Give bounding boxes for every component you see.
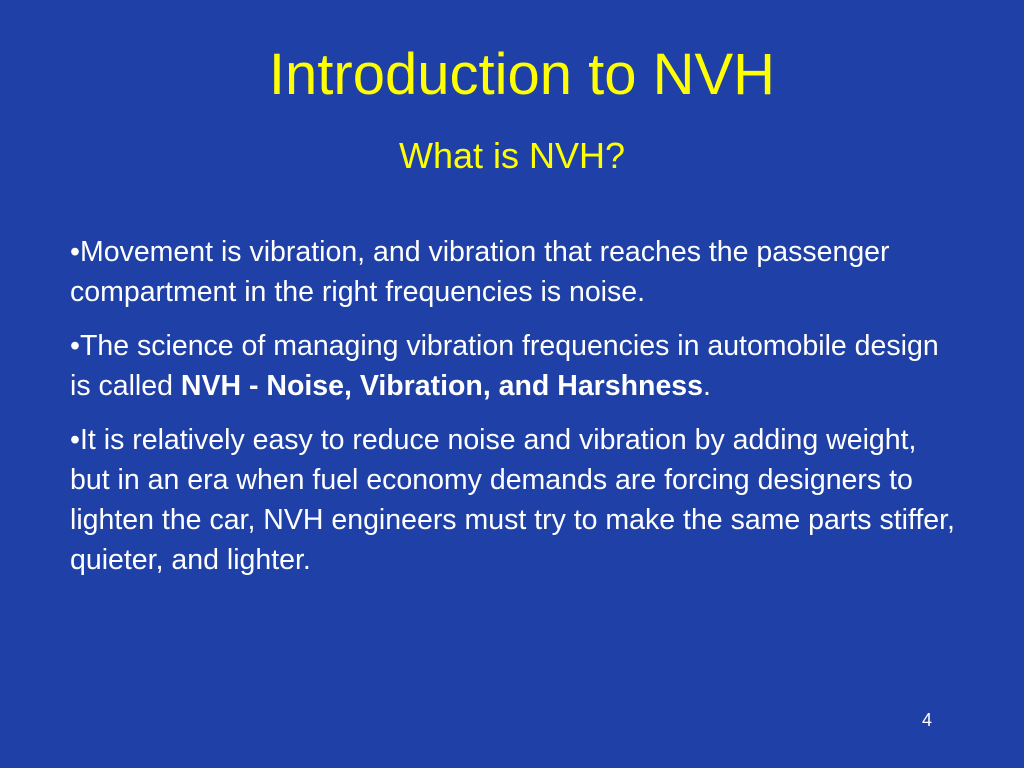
bullet-item xyxy=(70,420,960,580)
bullet-text: •Movement is vibration, and vibration that reaches the passenger compartment in the right frequencies is noise. xyxy=(70,236,890,308)
bullet-item xyxy=(70,232,960,312)
bullet-item xyxy=(70,326,960,406)
slide-title: Introduction to NVH xyxy=(268,42,776,107)
slide-subtitle: What is NVH? xyxy=(398,135,626,176)
bullet-text: •The science of managing vibration frequencies in automobile design is called xyxy=(70,330,939,402)
bullet-list xyxy=(70,232,960,594)
page-number: 4 xyxy=(922,710,933,730)
bullet-text: •It is relatively easy to reduce noise and vibration by adding weight, but in an era when fuel economy demands are forcing designers to lighten the car, NVH engineers must try to make the same parts stiffer, quieter, and lighter. xyxy=(70,424,955,576)
bullet-emphasis: NVH - Noise, Vibration, and Harshness xyxy=(180,370,703,402)
bullet-text-end: . xyxy=(703,370,711,402)
